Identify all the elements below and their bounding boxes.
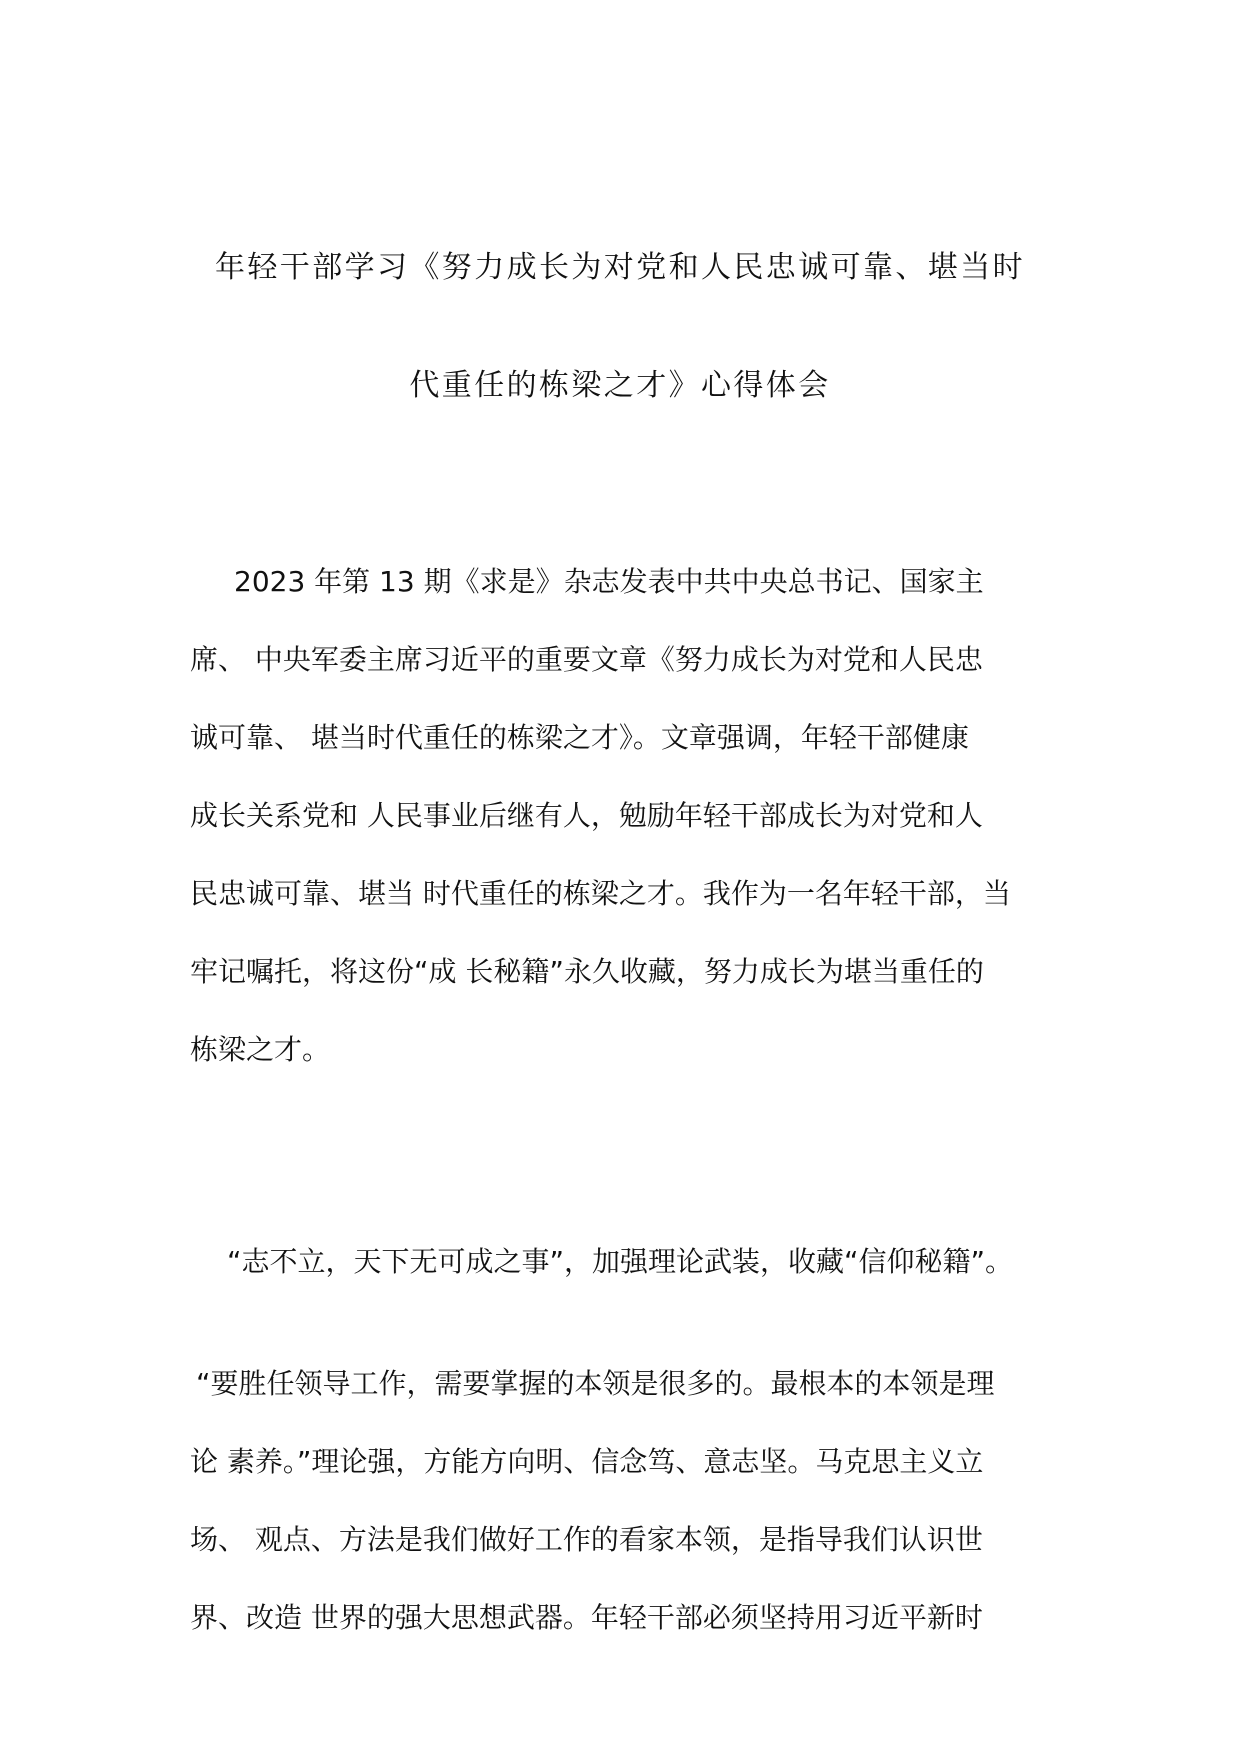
document-title-line-2: 代重任的栋梁之才》心得体会 — [409, 368, 831, 403]
paragraph-1-line-5: 民忠诚可靠、堪当 时代重任的栋梁之才。我作为一名年轻干部，当 — [190, 877, 1011, 910]
paragraph-1-line-2: 席、 中央军委主席习近平的重要文章《努力成长为对党和人民忠 — [190, 643, 983, 676]
paragraph-1-line-7: 栋梁之才。 — [190, 1033, 331, 1066]
section-subheading: “志不立，天下无可成之事”，加强理论武装，收藏“信仰秘籍”。 — [226, 1245, 1014, 1278]
paragraph-2-line-4: 界、改造 世界的强大思想武器。年轻干部必须坚持用习近平新时 — [190, 1601, 983, 1634]
document-title-line-1: 年轻干部学习《努力成长为对党和人民忠诚可靠、堪当时 — [215, 250, 1025, 285]
paragraph-2-line-2: 论 素养。”理论强，方能方向明、信念笃、意志坚。马克思主义立 — [190, 1445, 984, 1478]
paragraph-1-line-1: 2023 年第 13 期《求是》杂志发表中共中央总书记、国家主 — [234, 565, 984, 598]
paragraph-2-line-1: “要胜任领导工作，需要掌握的本领是很多的。最根本的本领是理 — [196, 1367, 995, 1400]
paragraph-1-line-6: 牢记嘱托，将这份“成 长秘籍”永久收藏，努力成长为堪当重任的 — [190, 955, 984, 988]
paragraph-2-line-3: 场、 观点、方法是我们做好工作的看家本领，是指导我们认识世 — [190, 1523, 983, 1556]
paragraph-1-line-4: 成长关系党和 人民事业后继有人，勉励年轻干部成长为对党和人 — [190, 799, 983, 832]
paragraph-1-line-3: 诚可靠、 堪当时代重任的栋梁之才》。文章强调，年轻干部健康 — [190, 721, 969, 754]
